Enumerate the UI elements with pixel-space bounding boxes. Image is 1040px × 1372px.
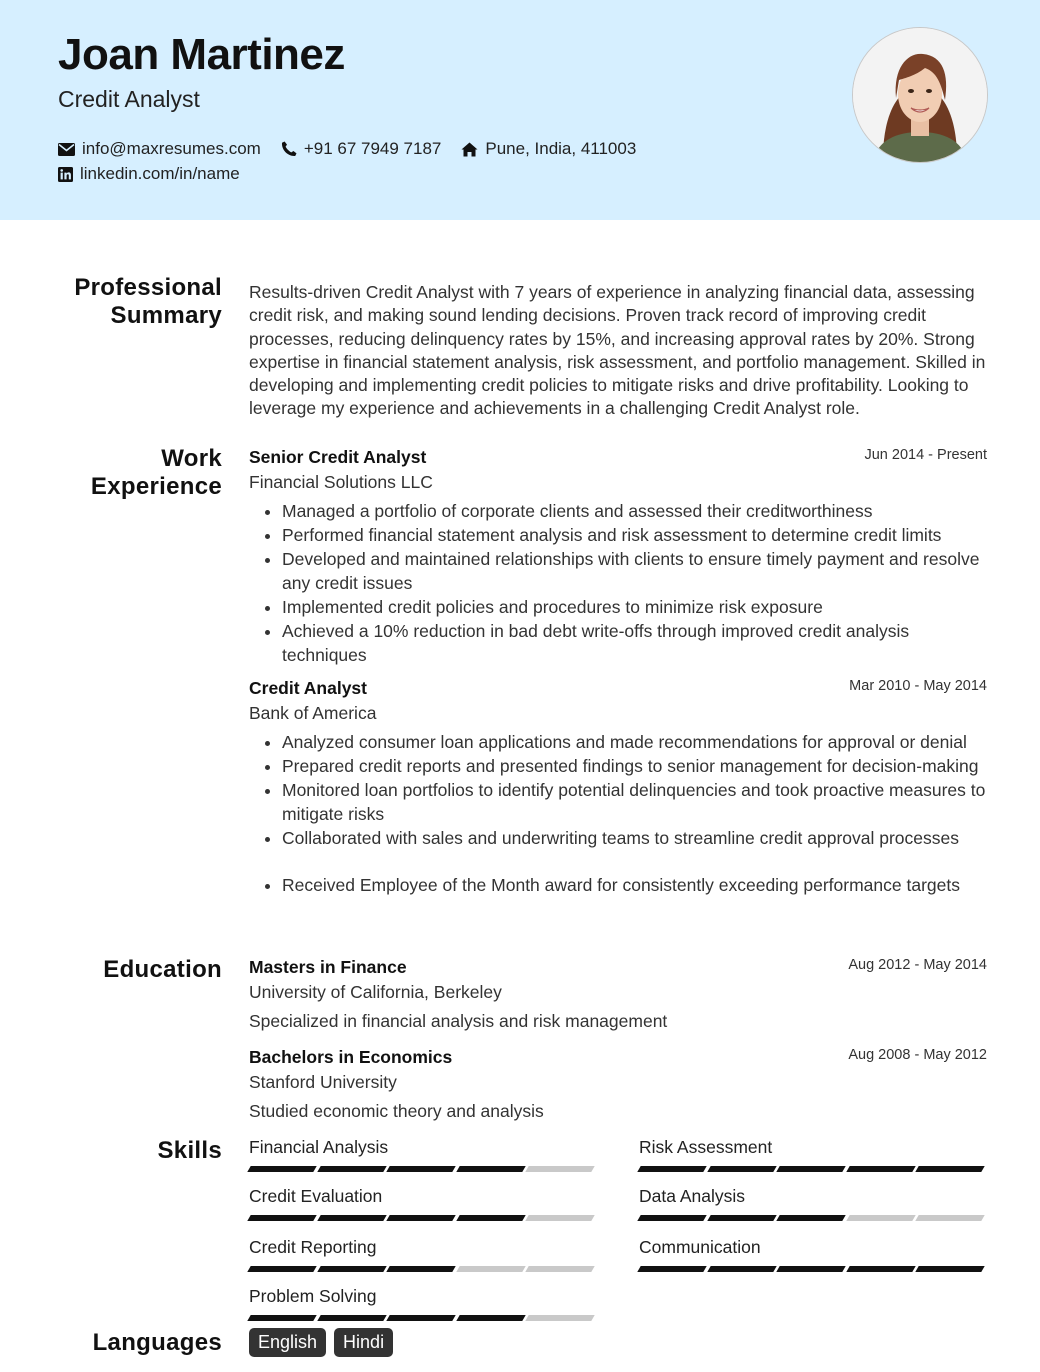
- job-bullet: • Achieved a 10% reduction in bad debt write-offs through improved credit analysis techniques: [282, 619, 987, 667]
- summary-text: Results-driven Credit Analyst with 7 years of experience in analyzing financial data, assessing credit risk, and making sound lending decisions. Proven track record of improving credit processes, reducing delinquency rates by 15%, and increasing approval rates by 20%. Strong expertise in financial statement analysis, risk assessment, and portfolio management. Skilled in developing and implementing credit policies to mitigate risks and drive profitability. Looking to leverage my experience and achievements in a challenging Credit Analyst role.: [249, 282, 986, 419]
- contact-linkedin[interactable]: [58, 164, 240, 184]
- linkedin-text: linkedin.com/in/name: [80, 164, 240, 183]
- skill-level-segment: [456, 1315, 525, 1321]
- skill-level-segment: [637, 1215, 706, 1221]
- skill-item: [249, 1186, 597, 1221]
- skill-level-segment: [247, 1166, 316, 1172]
- phone-icon: [281, 141, 297, 157]
- job-entry: [249, 678, 987, 897]
- skill-level-segment: [707, 1215, 776, 1221]
- section-title-summary: [74, 274, 222, 330]
- envelope-icon: [58, 143, 75, 156]
- job-bullet: • Developed and maintained relationships with clients to ensure timely payment and resolve any credit issues: [282, 547, 987, 595]
- job-bullet: • Implemented credit policies and procedures to minimize risk exposure: [282, 595, 987, 619]
- skill-level-segment: [707, 1166, 776, 1172]
- skill-level-segment: [916, 1266, 985, 1272]
- skill-level-segment: [317, 1166, 386, 1172]
- job-bullet: • Prepared credit reports and presented findings to senior management for decision-making: [282, 754, 987, 778]
- education-description: Studied economic theory and analysis: [249, 1101, 544, 1121]
- candidate-name: Joan Martinez: [58, 30, 345, 79]
- job-bullet: • Received Employee of the Month award for consistently exceeding performance targets: [282, 873, 987, 897]
- skill-level-segment: [916, 1166, 985, 1172]
- skill-level-segment: [637, 1166, 706, 1172]
- skill-level-bar: [639, 1166, 987, 1172]
- skill-level-segment: [846, 1166, 915, 1172]
- skill-name: Credit Evaluation: [249, 1186, 383, 1206]
- degree-title: Bachelors in Economics: [249, 1047, 453, 1067]
- skill-level-segment: [526, 1266, 595, 1272]
- work-title-line-1: Work: [161, 445, 222, 472]
- skill-item: [639, 1237, 987, 1272]
- skill-level-segment: [637, 1266, 706, 1272]
- section-title-languages: Languages: [92, 1329, 222, 1356]
- language-badge: English: [249, 1328, 326, 1357]
- skill-level-segment: [707, 1266, 776, 1272]
- contact-phone[interactable]: [281, 139, 442, 159]
- skill-level-bar: [639, 1266, 987, 1272]
- skill-name: Communication: [639, 1237, 761, 1257]
- skill-level-segment: [776, 1215, 845, 1221]
- skill-level-segment: [526, 1315, 595, 1321]
- job-dates: Mar 2010 - May 2014: [849, 678, 987, 694]
- job-bullet: • Analyzed consumer loan applications and made recommendations for approval or denial: [282, 730, 987, 754]
- job-bullets: [249, 730, 987, 897]
- skill-level-segment: [846, 1266, 915, 1272]
- skill-level-segment: [916, 1215, 985, 1221]
- skill-level-segment: [247, 1215, 316, 1221]
- skill-level-bar: [249, 1315, 597, 1321]
- job-bullet: • Performed financial statement analysis and risk assessment to determine credit limits: [282, 523, 987, 547]
- skill-name: Financial Analysis: [249, 1137, 389, 1157]
- skill-level-segment: [776, 1166, 845, 1172]
- skill-level-segment: [317, 1315, 386, 1321]
- contact-email[interactable]: [58, 139, 261, 159]
- skill-level-segment: [526, 1215, 595, 1221]
- phone-text: +91 67 7949 7187: [303, 139, 442, 158]
- skill-name: Data Analysis: [639, 1186, 746, 1206]
- skill-name: Risk Assessment: [639, 1137, 773, 1157]
- skill-level-segment: [247, 1266, 316, 1272]
- email-text: info@maxresumes.com: [82, 139, 261, 158]
- skill-level-bar: [249, 1166, 597, 1172]
- education-entry: [249, 957, 987, 1032]
- contact-location: [461, 139, 636, 159]
- work-title-line-2: Experience: [90, 473, 222, 500]
- contact-row-primary: [58, 139, 656, 159]
- skill-level-bar: [639, 1215, 987, 1221]
- section-title-work: [91, 445, 222, 501]
- skill-name: Problem Solving: [249, 1286, 377, 1306]
- skill-name: Credit Reporting: [249, 1237, 377, 1257]
- languages-list: [249, 1328, 987, 1357]
- job-bullet: • Collaborated with sales and underwriting teams to streamline credit approval processes: [282, 826, 987, 850]
- skill-item: [249, 1237, 597, 1272]
- summary-title-line-2: Summary: [110, 302, 222, 329]
- location-text: Pune, India, 411003: [485, 139, 637, 158]
- education-entry: [249, 1047, 987, 1122]
- home-icon: [461, 142, 478, 157]
- skill-level-segment: [846, 1215, 915, 1221]
- skill-level-segment: [386, 1215, 455, 1221]
- job-entry: [249, 447, 987, 667]
- skill-level-segment: [526, 1166, 595, 1172]
- linkedin-icon: [58, 167, 73, 182]
- section-title-skills: Skills: [157, 1137, 222, 1164]
- job-title: Senior Credit Analyst: [249, 447, 427, 467]
- skill-level-segment: [456, 1166, 525, 1172]
- skill-level-segment: [456, 1215, 525, 1221]
- skill-level-segment: [247, 1315, 316, 1321]
- education-description: Specialized in financial analysis and risk management: [249, 1011, 668, 1031]
- candidate-role: Credit Analyst: [58, 86, 200, 112]
- profile-photo: [852, 27, 988, 163]
- skill-item: [639, 1137, 987, 1172]
- contact-row-secondary: [58, 164, 260, 184]
- section-title-education: Education: [103, 956, 222, 983]
- education-dates: Aug 2008 - May 2012: [848, 1047, 987, 1063]
- skill-level-segment: [317, 1266, 386, 1272]
- skill-item: [639, 1186, 987, 1221]
- skill-level-segment: [386, 1166, 455, 1172]
- skill-item: [249, 1137, 597, 1172]
- skill-item: [249, 1286, 597, 1321]
- degree-title: Masters in Finance: [249, 957, 407, 977]
- job-bullet: • Monitored loan portfolios to identify potential delinquencies and took proactive measures to mitigate risks: [282, 778, 987, 826]
- skill-level-bar: [249, 1266, 597, 1272]
- job-dates: Jun 2014 - Present: [864, 447, 987, 463]
- skill-level-segment: [317, 1215, 386, 1221]
- resume-header: [0, 0, 1040, 220]
- summary-title-line-1: Professional: [74, 274, 222, 301]
- skill-level-segment: [456, 1266, 525, 1272]
- school-name: University of California, Berkeley: [249, 982, 502, 1002]
- language-badge: Hindi: [334, 1328, 393, 1357]
- job-bullets: [249, 499, 987, 667]
- skill-level-segment: [386, 1315, 455, 1321]
- job-company: Financial Solutions LLC: [249, 472, 433, 492]
- summary-block: [249, 281, 987, 421]
- skill-level-segment: [386, 1266, 455, 1272]
- job-bullet: • Managed a portfolio of corporate clients and assessed their creditworthiness: [282, 499, 987, 523]
- job-company: Bank of America: [249, 703, 377, 723]
- school-name: Stanford University: [249, 1072, 397, 1092]
- skill-level-segment: [776, 1266, 845, 1272]
- education-dates: Aug 2012 - May 2014: [848, 957, 987, 973]
- skill-level-bar: [249, 1215, 597, 1221]
- job-title: Credit Analyst: [249, 678, 367, 698]
